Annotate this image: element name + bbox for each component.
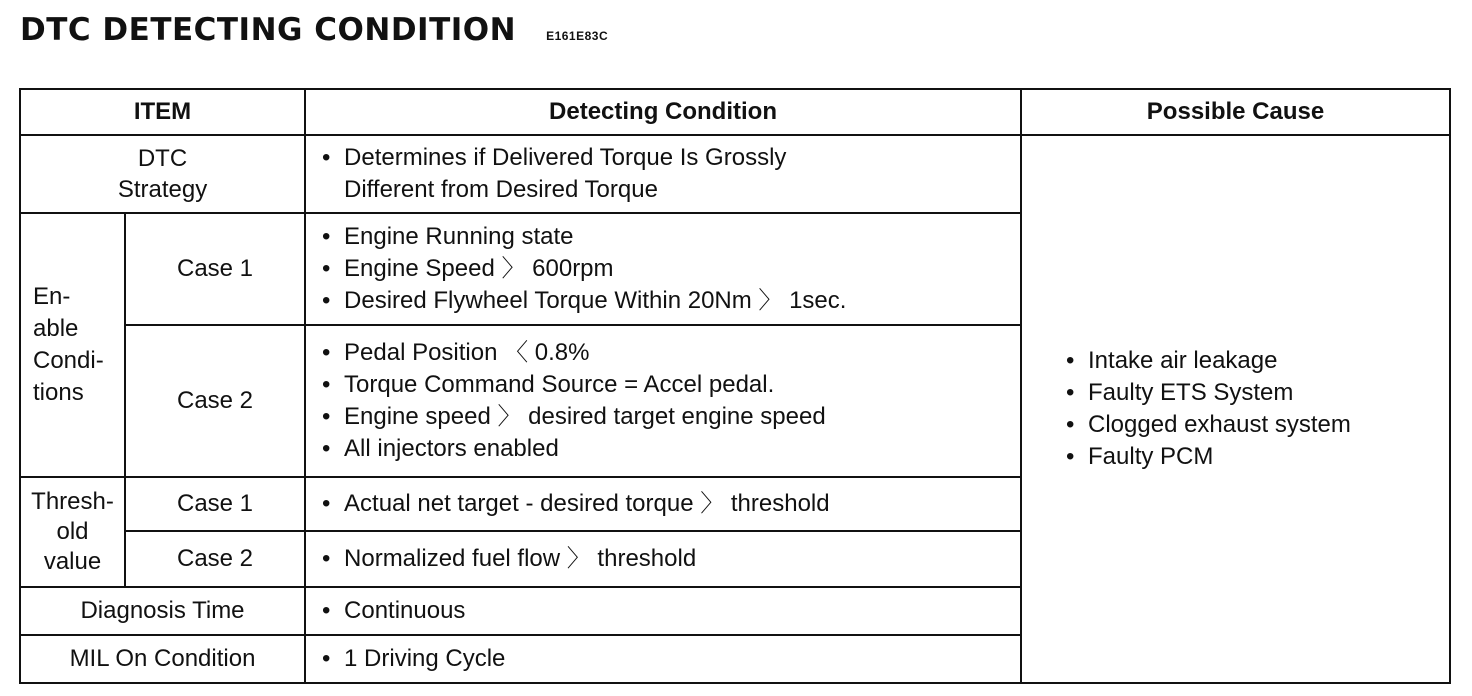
cause-item: • Intake air leakage [1088, 345, 1449, 377]
header-possible-cause: Possible Cause [1021, 89, 1450, 135]
dtc-strategy-condition [305, 135, 1021, 213]
table-header-row [20, 89, 1450, 135]
condition-item: • All injectors enabled [344, 433, 1020, 465]
dtc-condition-table [19, 88, 1451, 684]
condition-item: • Continuous [344, 595, 1020, 627]
cause-item: • Faulty PCM [1088, 441, 1449, 473]
possible-cause-cell [1021, 135, 1450, 683]
dtc-strategy-label [20, 135, 305, 213]
enable-case-2-label: Case 2 [125, 325, 305, 477]
header-item: ITEM [20, 89, 305, 135]
enable-case-2-conditions [305, 325, 1021, 477]
threshold-case-1-condition [305, 477, 1021, 531]
mil-on-condition-label: MIL On Condition [20, 635, 305, 683]
possible-cause-list [1022, 345, 1449, 473]
dtc-strategy-list [306, 142, 1020, 206]
enable-conditions-label: En- able Condi- tions [20, 213, 125, 477]
condition-item: • Normalized fuel flow 〉 threshold [344, 543, 1020, 575]
cause-item: • Faulty ETS System [1088, 377, 1449, 409]
threshold-case-2-label: Case 2 [125, 531, 305, 587]
condition-item: • Torque Command Source = Accel pedal. [344, 369, 1020, 401]
condition-item: • Actual net target - desired torque 〉 threshold [344, 488, 1020, 520]
diagnosis-time-label: Diagnosis Time [20, 587, 305, 635]
dtc-strategy-label-line2: Strategy [117, 176, 208, 203]
mil-on-condition-value [305, 635, 1021, 683]
page-title: DTC DETECTING CONDITION [20, 12, 517, 48]
condition-item: • 1 Driving Cycle [344, 643, 1020, 675]
row-dtc-strategy [20, 135, 1450, 213]
page-header [20, 12, 608, 48]
dtc-strategy-label-line1: DTC [137, 145, 188, 172]
threshold-value-label: Thresh- old value [20, 477, 125, 587]
enable-case-1-label: Case 1 [125, 213, 305, 325]
diagnosis-time-condition [305, 587, 1021, 635]
threshold-case-1-label: Case 1 [125, 477, 305, 531]
dtc-strategy-text: • Determines if Delivered Torque Is Grossly Different from Desired Torque [344, 142, 1020, 206]
condition-item: • Engine Running state [344, 221, 1020, 253]
threshold-case-2-condition [305, 531, 1021, 587]
cause-item: • Clogged exhaust system [1088, 409, 1449, 441]
header-detecting-condition: Detecting Condition [305, 89, 1021, 135]
condition-item: • Engine Speed 〉 600rpm [344, 253, 1020, 285]
condition-item: • Desired Flywheel Torque Within 20Nm 〉 1sec. [344, 285, 1020, 317]
condition-item: • Pedal Position 〈 0.8% [344, 337, 1020, 369]
enable-case-1-conditions [305, 213, 1021, 325]
document-code: E161E83C [546, 29, 609, 43]
condition-item: • Engine speed 〉 desired target engine speed [344, 401, 1020, 433]
